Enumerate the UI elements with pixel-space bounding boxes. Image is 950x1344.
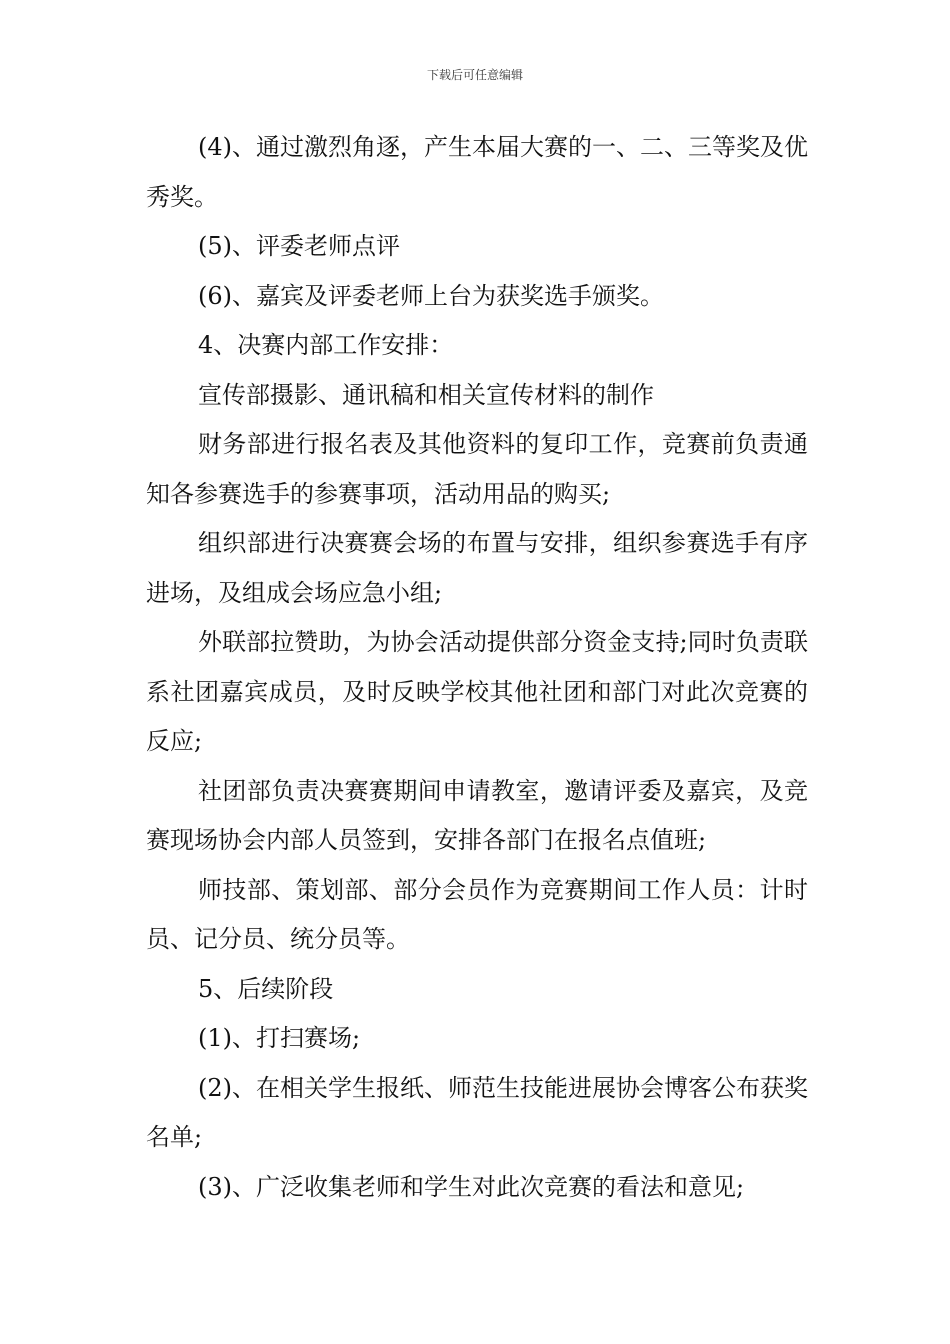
paragraph-award-ceremony: (6)、嘉宾及评委老师上台为获奖选手颁奖。 xyxy=(198,281,664,310)
paragraph-judges-comment: (5)、评委老师点评 xyxy=(198,232,400,260)
paragraph-collect-feedback: (3)、广泛收集老师和学生对此次竞赛的看法和意见; xyxy=(198,1172,745,1201)
paragraph-section-5-heading: 5、后续阶段 xyxy=(198,974,334,1003)
document-body xyxy=(146,123,808,1212)
paragraph-club-dept: 社团部负责决赛赛期间申请教室，邀请评委及嘉宾，及竞赛现场协会内部人员签到，安排各部门在报名点值班; xyxy=(146,776,808,854)
paragraph-publish-winners: (2)、在相关学生报纸、师范生技能进展协会博客公布获奖名单; xyxy=(146,1073,808,1151)
header-note: 下载后可任意编辑 xyxy=(426,68,523,82)
paragraph-publicity-dept: 宣传部摄影、通讯稿和相关宣传材料的制作 xyxy=(198,380,654,409)
paragraph-award-results: (4)、通过激烈角逐，产生本届大赛的一、二、三等奖及优秀奖。 xyxy=(146,133,808,211)
paragraph-staff-roles: 师技部、策划部、部分会员作为竞赛期间工作人员：计时员、记分员、统分员等。 xyxy=(146,875,808,953)
paragraph-organization-dept: 组织部进行决赛赛会场的布置与安排，组织参赛选手有序进场，及组成会场应急小组; xyxy=(146,529,808,607)
paragraph-finance-dept: 财务部进行报名表及其他资料的复印工作，竞赛前负责通知各参赛选手的参赛事项，活动用品的购买; xyxy=(146,430,808,508)
paragraph-external-relations-dept: 外联部拉赞助，为协会活动提供部分资金支持;同时负责联系社团嘉宾成员，及时反映学校其他社团和部门对此次竞赛的反应; xyxy=(146,628,808,755)
paragraph-clean-venue: (1)、打扫赛场; xyxy=(198,1024,361,1052)
paragraph-section-4-heading: 4、决赛内部工作安排： xyxy=(198,331,454,359)
